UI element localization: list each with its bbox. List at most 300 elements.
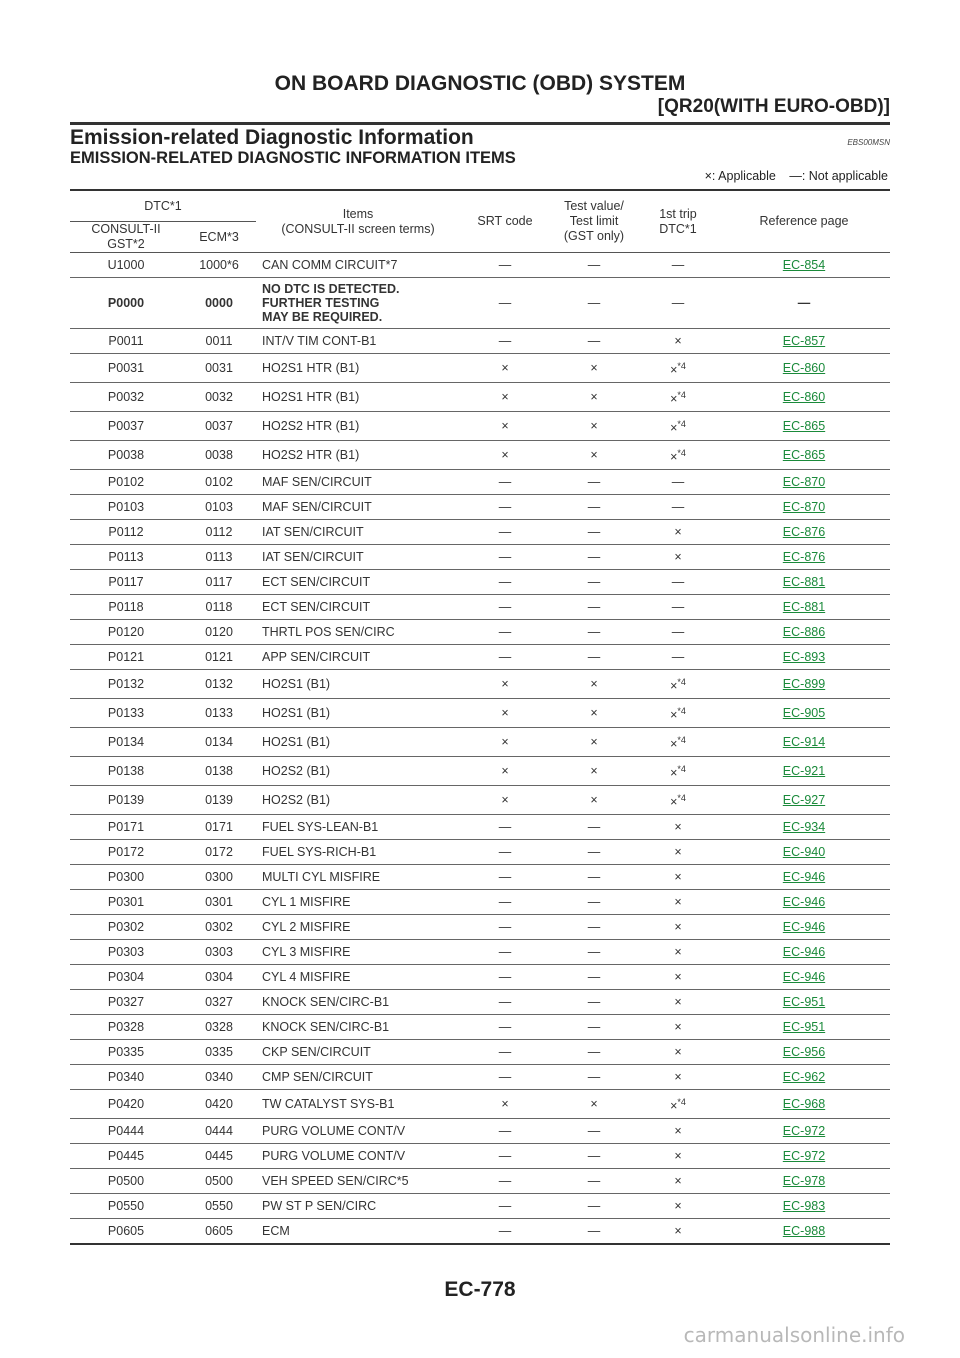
cell-srt-code: — (460, 815, 550, 840)
cell-consult-code: P0550 (70, 1194, 182, 1219)
cell-srt-code: — (460, 1194, 550, 1219)
cell-test-value: × (550, 1090, 638, 1119)
cell-first-trip (638, 1169, 718, 1194)
cell-srt-code: × (460, 728, 550, 757)
reference-page-link[interactable]: EC-876 (782, 525, 826, 539)
cell-reference-page (718, 329, 890, 354)
cell-item: IAT SEN/CIRCUIT (256, 545, 460, 570)
header-consult: CONSULT-II GST*2 (70, 222, 182, 253)
cell-test-value: × (550, 699, 638, 728)
first-trip-mark: — (671, 475, 685, 489)
cell-srt-code: × (460, 699, 550, 728)
cell-reference-page (718, 699, 890, 728)
table-row (70, 520, 890, 545)
first-trip-mark: × (674, 1149, 682, 1163)
cell-srt-code: — (460, 329, 550, 354)
table-row (70, 1065, 890, 1090)
cell-srt-code: × (460, 757, 550, 786)
header-test-value: Test value/ Test limit (GST only) (563, 199, 625, 243)
cell-reference-page (718, 1090, 890, 1119)
reference-page-link[interactable]: EC-860 (782, 390, 826, 404)
first-trip-mark: × (674, 1070, 682, 1084)
reference-page-link[interactable]: EC-934 (782, 820, 826, 834)
table-row (70, 253, 890, 278)
cell-test-value: × (550, 728, 638, 757)
cell-reference-page (718, 1219, 890, 1245)
cell-ecm-code: 0328 (182, 1015, 256, 1040)
cell-ecm-code: 0550 (182, 1194, 256, 1219)
cell-first-trip (638, 1040, 718, 1065)
reference-page-link[interactable]: EC-983 (782, 1199, 826, 1213)
cell-item: FUEL SYS-LEAN-B1 (256, 815, 460, 840)
first-trip-note: *4 (677, 734, 686, 745)
first-trip-note: *4 (677, 1096, 686, 1107)
cell-item: PURG VOLUME CONT/V (256, 1144, 460, 1169)
cell-first-trip (638, 757, 718, 786)
table-row (70, 699, 890, 728)
cell-consult-code: P0133 (70, 699, 182, 728)
cell-test-value: — (550, 545, 638, 570)
reference-page-link[interactable]: EC-927 (782, 793, 826, 807)
cell-first-trip (638, 990, 718, 1015)
cell-first-trip (638, 495, 718, 520)
cell-reference-page (718, 620, 890, 645)
reference-page-link[interactable]: EC-914 (782, 735, 826, 749)
first-trip-mark: — (671, 625, 685, 639)
cell-consult-code: P0139 (70, 786, 182, 815)
cell-first-trip (638, 865, 718, 890)
table-row (70, 786, 890, 815)
page-number: EC-778 (444, 1278, 516, 1301)
reference-page-link[interactable]: EC-951 (782, 1020, 826, 1034)
cell-test-value: — (550, 990, 638, 1015)
cell-srt-code: — (460, 545, 550, 570)
first-trip-mark: × (674, 334, 682, 348)
first-trip-mark: × (670, 1099, 678, 1114)
cell-first-trip (638, 545, 718, 570)
cell-item: CYL 2 MISFIRE (256, 915, 460, 940)
cell-test-value: × (550, 786, 638, 815)
cell-ecm-code: 0113 (182, 545, 256, 570)
cell-srt-code: — (460, 570, 550, 595)
header-srt-code: SRT code (477, 214, 533, 228)
cell-reference-page (718, 645, 890, 670)
cell-test-value: — (550, 815, 638, 840)
header-first-trip: 1st trip DTC*1 (659, 206, 697, 236)
reference-page-link[interactable]: EC-860 (782, 361, 826, 375)
first-trip-note: *4 (677, 447, 686, 458)
cell-test-value: — (550, 840, 638, 865)
first-trip-mark: × (674, 845, 682, 859)
first-trip-mark: × (674, 1045, 682, 1059)
cell-first-trip (638, 1065, 718, 1090)
cell-item: TW CATALYST SYS-B1 (256, 1090, 460, 1119)
cell-consult-code: P0011 (70, 329, 182, 354)
cell-consult-code: P0037 (70, 412, 182, 441)
cell-reference-page (718, 545, 890, 570)
cell-test-value: — (550, 1219, 638, 1245)
cell-item: CKP SEN/CIRCUIT (256, 1040, 460, 1065)
cell-item: FUEL SYS-RICH-B1 (256, 840, 460, 865)
cell-srt-code: — (460, 1015, 550, 1040)
table-row (70, 412, 890, 441)
cell-first-trip (638, 1119, 718, 1144)
cell-first-trip (638, 1015, 718, 1040)
table-row (70, 1194, 890, 1219)
cell-test-value: — (550, 329, 638, 354)
cell-first-trip (638, 570, 718, 595)
cell-srt-code: — (460, 1065, 550, 1090)
first-trip-note: *4 (677, 360, 686, 371)
reference-page-link[interactable]: EC-972 (782, 1124, 826, 1138)
cell-reference-page (718, 354, 890, 383)
cell-test-value: — (550, 495, 638, 520)
table-row (70, 815, 890, 840)
cell-item: HO2S2 (B1) (256, 786, 460, 815)
cell-reference-page (718, 786, 890, 815)
cell-reference-page (718, 670, 890, 699)
table-row (70, 1144, 890, 1169)
reference-page-link[interactable]: EC-881 (782, 600, 826, 614)
cell-srt-code: — (460, 1144, 550, 1169)
cell-test-value: × (550, 354, 638, 383)
cell-consult-code: P0340 (70, 1065, 182, 1090)
cell-consult-code: P0000 (70, 278, 182, 329)
reference-page-link[interactable]: EC-946 (782, 920, 826, 934)
reference-page-link[interactable]: EC-881 (782, 575, 826, 589)
header-reference-page: Reference page (759, 214, 849, 228)
cell-first-trip (638, 840, 718, 865)
cell-test-value: — (550, 1194, 638, 1219)
cell-ecm-code: 0132 (182, 670, 256, 699)
cell-consult-code: P0102 (70, 470, 182, 495)
reference-page-link[interactable]: EC-940 (782, 845, 826, 859)
legend-applicable: ×: Applicable (704, 169, 776, 183)
cell-item: HO2S1 (B1) (256, 728, 460, 757)
cell-reference-page (718, 253, 890, 278)
header-dtc: DTC*1 (144, 198, 182, 213)
cell-reference-page: — (718, 278, 890, 329)
reference-page-link[interactable]: EC-946 (782, 895, 826, 909)
cell-consult-code: P0103 (70, 495, 182, 520)
cell-ecm-code: 0327 (182, 990, 256, 1015)
cell-reference-page (718, 940, 890, 965)
reference-page-link[interactable]: EC-865 (782, 419, 826, 433)
cell-reference-page (718, 1015, 890, 1040)
cell-srt-code: — (460, 940, 550, 965)
reference-page-link[interactable]: EC-951 (782, 995, 826, 1009)
cell-ecm-code: 0112 (182, 520, 256, 545)
cell-test-value: — (550, 1119, 638, 1144)
cell-consult-code: P0117 (70, 570, 182, 595)
table-row (70, 354, 890, 383)
table-row (70, 965, 890, 990)
cell-item: ECT SEN/CIRCUIT (256, 595, 460, 620)
cell-srt-code: — (460, 1219, 550, 1245)
cell-first-trip (638, 890, 718, 915)
first-trip-mark: × (670, 392, 678, 407)
reference-page-link[interactable]: EC-962 (782, 1070, 826, 1084)
cell-ecm-code: 0139 (182, 786, 256, 815)
table-row (70, 757, 890, 786)
cell-reference-page (718, 570, 890, 595)
table-row (70, 495, 890, 520)
header-ecm: ECM*3 (182, 222, 256, 253)
cell-ecm-code: 0118 (182, 595, 256, 620)
table-row (70, 728, 890, 757)
table-row (70, 278, 890, 329)
cell-reference-page (718, 865, 890, 890)
cell-reference-page (718, 1194, 890, 1219)
table-row (70, 595, 890, 620)
table-row (70, 915, 890, 940)
cell-consult-code: P0444 (70, 1119, 182, 1144)
first-trip-mark: × (670, 679, 678, 694)
cell-item: THRTL POS SEN/CIRC (256, 620, 460, 645)
cell-test-value: — (550, 915, 638, 940)
cell-item: MAF SEN/CIRCUIT (256, 495, 460, 520)
cell-item: HO2S1 HTR (B1) (256, 383, 460, 412)
cell-first-trip (638, 470, 718, 495)
cell-ecm-code: 0133 (182, 699, 256, 728)
table-row (70, 470, 890, 495)
reference-page-link[interactable]: EC-956 (782, 1045, 826, 1059)
first-trip-mark: × (674, 945, 682, 959)
cell-item: ECT SEN/CIRCUIT (256, 570, 460, 595)
cell-srt-code: × (460, 441, 550, 470)
cell-test-value: — (550, 645, 638, 670)
reference-page-link[interactable]: EC-968 (782, 1097, 826, 1111)
cell-consult-code: P0335 (70, 1040, 182, 1065)
cell-reference-page (718, 595, 890, 620)
cell-first-trip (638, 1194, 718, 1219)
cell-item: HO2S2 (B1) (256, 757, 460, 786)
cell-test-value: — (550, 253, 638, 278)
cell-first-trip (638, 728, 718, 757)
cell-reference-page (718, 1119, 890, 1144)
cell-test-value: — (550, 1065, 638, 1090)
cell-first-trip (638, 441, 718, 470)
cell-item: CYL 4 MISFIRE (256, 965, 460, 990)
first-trip-note: *4 (677, 676, 686, 687)
first-trip-note: *4 (677, 792, 686, 803)
first-trip-mark: — (671, 296, 685, 310)
reference-page-link[interactable]: EC-893 (782, 650, 826, 664)
table-row (70, 383, 890, 412)
reference-page-link[interactable]: EC-978 (782, 1174, 826, 1188)
first-trip-mark: × (670, 421, 678, 436)
cell-srt-code: — (460, 278, 550, 329)
first-trip-mark: × (670, 737, 678, 752)
table-row (70, 990, 890, 1015)
cell-item: VEH SPEED SEN/CIRC*5 (256, 1169, 460, 1194)
cell-item: INT/V TIM CONT-B1 (256, 329, 460, 354)
cell-ecm-code: 0444 (182, 1119, 256, 1144)
cell-srt-code: × (460, 383, 550, 412)
legend-not-applicable: —: Not applicable (789, 169, 888, 183)
cell-srt-code: × (460, 1090, 550, 1119)
cell-srt-code: — (460, 1119, 550, 1144)
cell-reference-page (718, 965, 890, 990)
cell-consult-code: P0445 (70, 1144, 182, 1169)
cell-ecm-code: 0032 (182, 383, 256, 412)
cell-test-value: × (550, 757, 638, 786)
cell-reference-page (718, 728, 890, 757)
cell-reference-page (718, 757, 890, 786)
reference-page-link[interactable]: EC-921 (782, 764, 826, 778)
first-trip-mark: × (674, 895, 682, 909)
cell-first-trip (638, 354, 718, 383)
first-trip-mark: × (674, 1174, 682, 1188)
reference-page-link[interactable]: EC-899 (782, 677, 826, 691)
reference-page-link[interactable]: EC-886 (782, 625, 826, 639)
cell-ecm-code: 0138 (182, 757, 256, 786)
cell-consult-code: P0031 (70, 354, 182, 383)
table-row (70, 1169, 890, 1194)
reference-page-link[interactable]: EC-854 (782, 258, 826, 272)
cell-first-trip (638, 940, 718, 965)
cell-test-value: — (550, 570, 638, 595)
table-row (70, 570, 890, 595)
cell-ecm-code: 0301 (182, 890, 256, 915)
cell-consult-code: P0172 (70, 840, 182, 865)
cell-ecm-code: 0102 (182, 470, 256, 495)
cell-consult-code: P0138 (70, 757, 182, 786)
cell-reference-page (718, 520, 890, 545)
reference-page-link[interactable]: EC-972 (782, 1149, 826, 1163)
table-row (70, 1015, 890, 1040)
first-trip-mark: — (671, 258, 685, 272)
cell-first-trip (638, 1144, 718, 1169)
cell-item: KNOCK SEN/CIRC-B1 (256, 990, 460, 1015)
cell-first-trip (638, 595, 718, 620)
reference-page-link[interactable]: EC-857 (782, 334, 826, 348)
cell-reference-page (718, 412, 890, 441)
cell-consult-code: P0032 (70, 383, 182, 412)
cell-reference-page (718, 495, 890, 520)
first-trip-note: *4 (677, 389, 686, 400)
cell-reference-page (718, 1065, 890, 1090)
cell-item: HO2S1 (B1) (256, 699, 460, 728)
cell-ecm-code: 0302 (182, 915, 256, 940)
cell-consult-code: P0304 (70, 965, 182, 990)
cell-test-value: — (550, 520, 638, 545)
cell-test-value: — (550, 1169, 638, 1194)
reference-page-link[interactable]: EC-946 (782, 945, 826, 959)
cell-ecm-code: 1000*6 (182, 253, 256, 278)
reference-page-link[interactable]: EC-870 (782, 475, 826, 489)
cell-reference-page (718, 890, 890, 915)
cell-srt-code: — (460, 915, 550, 940)
reference-page-link[interactable]: EC-870 (782, 500, 826, 514)
first-trip-mark: × (670, 450, 678, 465)
reference-page-link[interactable]: EC-865 (782, 448, 826, 462)
cell-ecm-code: 0037 (182, 412, 256, 441)
cell-srt-code: — (460, 865, 550, 890)
cell-ecm-code: 0304 (182, 965, 256, 990)
cell-first-trip (638, 329, 718, 354)
first-trip-note: *4 (677, 763, 686, 774)
cell-consult-code: P0171 (70, 815, 182, 840)
first-trip-mark: × (670, 766, 678, 781)
cell-first-trip (638, 915, 718, 940)
cell-srt-code: — (460, 645, 550, 670)
cell-test-value: × (550, 383, 638, 412)
cell-srt-code: — (460, 595, 550, 620)
dtc-table (70, 189, 890, 1245)
cell-consult-code: P0118 (70, 595, 182, 620)
cell-item: MULTI CYL MISFIRE (256, 865, 460, 890)
table-row (70, 840, 890, 865)
cell-reference-page (718, 840, 890, 865)
first-trip-mark: × (674, 525, 682, 539)
cell-first-trip (638, 965, 718, 990)
table-row (70, 329, 890, 354)
cell-test-value: — (550, 940, 638, 965)
cell-srt-code: — (460, 520, 550, 545)
reference-page-link[interactable]: EC-946 (782, 870, 826, 884)
cell-item: PURG VOLUME CONT/V (256, 1119, 460, 1144)
table-row (70, 670, 890, 699)
cell-consult-code: P0038 (70, 441, 182, 470)
cell-srt-code: — (460, 990, 550, 1015)
reference-page-link[interactable]: EC-988 (782, 1224, 826, 1238)
cell-srt-code: × (460, 670, 550, 699)
cell-first-trip (638, 815, 718, 840)
cell-first-trip (638, 253, 718, 278)
cell-srt-code: — (460, 470, 550, 495)
cell-srt-code: × (460, 412, 550, 441)
cell-first-trip (638, 383, 718, 412)
cell-test-value: × (550, 412, 638, 441)
cell-item: ECM (256, 1219, 460, 1245)
table-row (70, 441, 890, 470)
table-row (70, 545, 890, 570)
cell-reference-page (718, 383, 890, 412)
cell-consult-code: P0303 (70, 940, 182, 965)
cell-reference-page (718, 990, 890, 1015)
first-trip-mark: — (671, 500, 685, 514)
page-header-title: ON BOARD DIAGNOSTIC (OBD) SYSTEM (274, 72, 686, 95)
cell-item: HO2S2 HTR (B1) (256, 441, 460, 470)
cell-ecm-code: 0000 (182, 278, 256, 329)
cell-ecm-code: 0335 (182, 1040, 256, 1065)
cell-consult-code: P0300 (70, 865, 182, 890)
cell-consult-code: P0120 (70, 620, 182, 645)
cell-reference-page (718, 815, 890, 840)
cell-srt-code: — (460, 495, 550, 520)
reference-page-link[interactable]: EC-876 (782, 550, 826, 564)
first-trip-mark: — (671, 650, 685, 664)
cell-consult-code: P0132 (70, 670, 182, 699)
cell-item: NO DTC IS DETECTED. FURTHER TESTING MAY BE REQUIRED. (256, 278, 460, 329)
cell-ecm-code: 0120 (182, 620, 256, 645)
cell-first-trip (638, 1219, 718, 1245)
cell-consult-code: P0121 (70, 645, 182, 670)
cell-reference-page (718, 1169, 890, 1194)
reference-page-link[interactable]: EC-905 (782, 706, 826, 720)
cell-consult-code: P0420 (70, 1090, 182, 1119)
cell-ecm-code: 0172 (182, 840, 256, 865)
cell-test-value: — (550, 1144, 638, 1169)
cell-item: KNOCK SEN/CIRC-B1 (256, 1015, 460, 1040)
cell-ecm-code: 0303 (182, 940, 256, 965)
cell-test-value: — (550, 278, 638, 329)
cell-consult-code: P0134 (70, 728, 182, 757)
cell-consult-code: P0500 (70, 1169, 182, 1194)
cell-consult-code: P0605 (70, 1219, 182, 1245)
reference-page-link[interactable]: EC-946 (782, 970, 826, 984)
